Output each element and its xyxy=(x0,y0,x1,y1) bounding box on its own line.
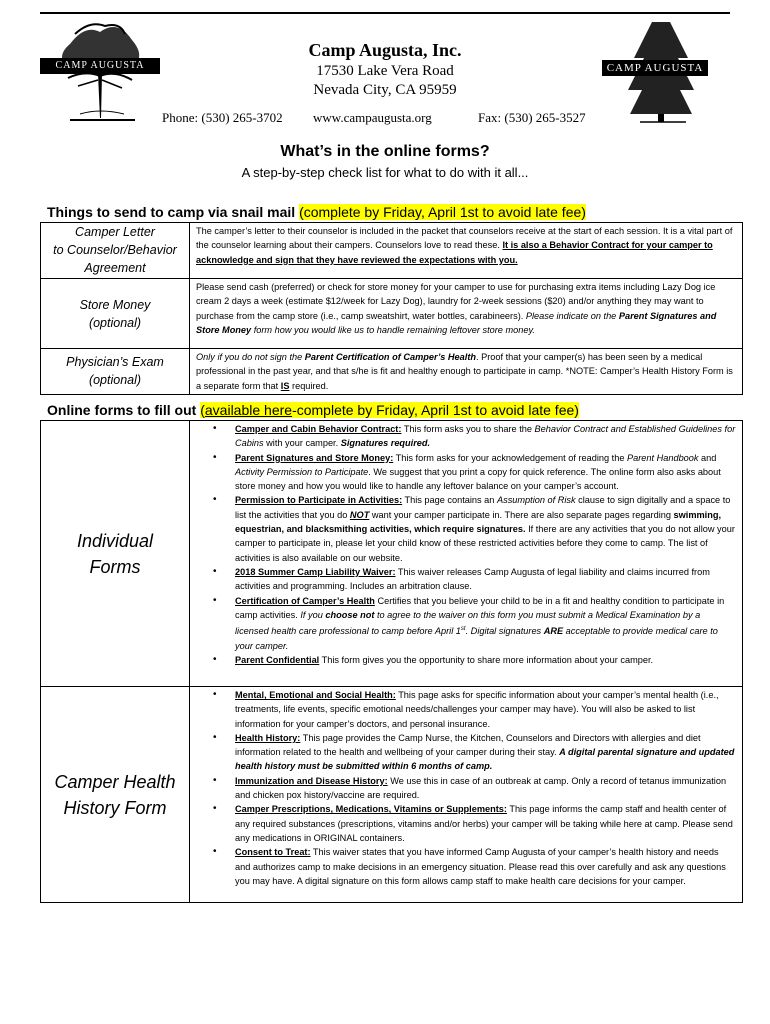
description-text: Please send cash (preferred) or check for store money for your camper to use for purchasing extra items including Lazy Dog ice cream 2 days a week (estimate $12/week for Lazy Dog), laundry for 2-week sessions ($20) and/or anything they may want to purchase from the camp store (i.e., camp sweatshirt, water bottles, carabineers). xyxy=(196,282,716,321)
item-italic: acceptable to provide medical care to your camper. xyxy=(235,626,718,651)
item-text: This waiver releases Camp Augusta of legal liability and claims incurred from activities and programming. Includes an arbitration clause. xyxy=(235,566,710,592)
description-text: . Proof that your camper(s) has been seen by a medical professional in the past year, and that s/he is fit and healthy enough to participate in camp. *NOTE: Camper’s Health History Form is a separate form that xyxy=(196,352,733,391)
list-item xyxy=(235,493,736,564)
row-description xyxy=(190,279,743,349)
item-text: This form asks you to share the xyxy=(401,424,535,434)
label-line: History Form xyxy=(63,797,167,818)
row-label xyxy=(41,279,190,349)
online-section-heading xyxy=(47,402,579,418)
description-text: required. xyxy=(289,380,329,391)
row-label xyxy=(41,421,190,687)
item-title: Consent to Treat: xyxy=(235,847,311,858)
item-bold-italic: A digital parental signature and updated health history must be submitted within 6 months of camp. xyxy=(235,747,735,772)
row-description xyxy=(190,223,743,279)
item-text: clause to sign digitally and a space to list the activities that you do xyxy=(235,495,731,520)
mail-heading-text: Things to send to camp via snail mail xyxy=(47,204,300,220)
item-title: Immunization and Disease History: xyxy=(235,775,388,786)
note-rest: -complete by Friday, April 1st to avoid late fee) xyxy=(292,402,579,418)
online-heading-text: Online forms to fill out xyxy=(47,402,201,418)
item-italic: . Digital signatures xyxy=(465,626,544,637)
label-line: Agreement xyxy=(84,261,146,275)
address-line-1: 17530 Lake Vera Road xyxy=(316,63,454,79)
item-italic: Parent Handbook xyxy=(626,452,699,463)
item-text: Certifies that you believe your child to be in a fit and healthy condition to participate in camp activities. xyxy=(235,595,725,620)
label-line: (optional) xyxy=(88,315,142,330)
address-line-2: Nevada City, CA 95959 xyxy=(313,82,457,98)
item-text: This page provides the Camp Nurse, the Kitchen, Counselors and Directors with allergies and diet information related to the health and wellbeing of your camper during their stay. xyxy=(235,732,701,758)
item-title: 2018 Summer Camp Liability Waiver: xyxy=(235,566,396,577)
item-text: This waiver states that you have informed Camp Augusta of your camper’s health history and needs and authorizes camp to make decisions in an emergency situation. Please read this over carefully and ask any questions you may have. A digital signature on this form allows camp staff to make health care decisions for your camper. xyxy=(235,847,726,886)
item-italic: If you xyxy=(300,609,326,620)
item-bold: swimming, equestrian, and blacksmithing activities, which require signatures. xyxy=(235,509,722,535)
item-text: This page asks for specific information about your camper’s mental health (i.e., treatments, life events, specific emotional needs/challenges your camper may have). You will also be asked to list information for your camper’s doctors, and personal insurance. xyxy=(235,690,719,729)
table-row xyxy=(41,279,743,349)
list-item xyxy=(235,594,736,653)
label-line: Physician’s Exam xyxy=(66,355,164,370)
item-title: Parent Signatures and Store Money: xyxy=(235,452,394,463)
list-item xyxy=(235,731,736,774)
item-bold-italic: choose not xyxy=(325,609,375,620)
camp-logo-right xyxy=(600,14,720,124)
list-item xyxy=(235,422,736,451)
table-row xyxy=(41,687,743,903)
label-line: (optional) xyxy=(88,373,142,388)
list-item xyxy=(235,845,736,888)
label-line: Store Money xyxy=(79,297,151,312)
table-row xyxy=(41,349,743,395)
item-title: Health History: xyxy=(235,732,301,743)
row-label xyxy=(41,349,190,395)
list-item xyxy=(235,688,736,731)
item-bold-italic: ARE xyxy=(543,626,564,637)
item-text: . We suggest that you print a copy for quick reference. The online form also asks about store money and how you would like to handle any leftover balance on your camper’s account. xyxy=(235,466,721,492)
list-item xyxy=(235,774,736,803)
table-row xyxy=(41,421,743,687)
row-description xyxy=(190,421,743,687)
website-link[interactable]: www.campaugusta.org xyxy=(313,110,432,125)
item-italic: Activity Permission to Participate xyxy=(235,466,369,477)
item-italic: Assumption of Risk xyxy=(496,495,576,506)
item-italic: to agree to the waiver on this form you must submit a Medical Examination by a licensed health care professional to camp before April 1 xyxy=(235,609,701,637)
list-item xyxy=(235,653,736,667)
logo-text: CAMP AUGUSTA xyxy=(602,60,708,76)
list-item xyxy=(235,451,736,494)
item-italic: Behavior Contract and Established Guidelines for Cabins xyxy=(235,424,736,449)
logo-text: CAMP AUGUSTA xyxy=(40,58,160,74)
paren: ( xyxy=(200,402,205,418)
item-title: Camper and Cabin Behavior Contract: xyxy=(235,424,402,434)
item-bold-italic: Signatures required. xyxy=(340,438,431,449)
list-item xyxy=(235,802,736,845)
item-text: This form gives you the opportunity to share more information about your camper. xyxy=(319,654,654,665)
item-title: Permission to Participate in Activities: xyxy=(235,495,403,506)
row-description xyxy=(190,349,743,395)
label-line: Camper Letter xyxy=(75,225,155,239)
label-line: to Counselor/Behavior xyxy=(53,243,177,257)
page-subtitle: A step-by-step check list for what to do with it all... xyxy=(241,165,529,180)
phone: Phone: (530) 265-3702 xyxy=(162,110,283,125)
camp-logo-left xyxy=(40,14,160,124)
page-title: What’s in the online forms? xyxy=(280,143,490,160)
organization-block xyxy=(170,38,600,100)
description-italic: Please indicate on the xyxy=(525,310,619,321)
available-here-link[interactable]: available here xyxy=(204,402,293,418)
description-italic: Only if you do not sign the xyxy=(196,352,305,362)
superscript: st xyxy=(460,626,466,633)
label-line: Individual xyxy=(76,530,154,551)
description-bold: It is also a Behavior Contract for your camper to acknowledge and sign that they have reviewed the expectations with you. xyxy=(196,240,713,265)
item-title: Camper Prescriptions, Medications, Vitamins or Supplements: xyxy=(235,804,507,815)
mail-section-heading xyxy=(47,204,586,220)
list-item xyxy=(235,565,736,594)
item-text: We use this in case of an outbreak at camp. Only a record of tetanus immunization and chicken pox history/vaccine are required. xyxy=(235,775,727,801)
table-row xyxy=(41,223,743,279)
description-bold-italic: Parent Certification of Camper’s Health xyxy=(304,352,476,362)
description-italic: form how you would like us to handle remaining leftover store money. xyxy=(251,324,535,335)
item-text: This form asks for your acknowledgement of reading the xyxy=(393,452,627,463)
description-text: The camper’s letter to their counselor is included in the packet that counselors receive at the start of each session. It is a vital part of the counselor learning about their campers. Counselors love to read these. xyxy=(196,226,733,251)
label-line: Forms xyxy=(89,556,141,577)
mail-items-table xyxy=(40,222,743,395)
item-text: This page contains an xyxy=(402,495,497,506)
online-forms-table xyxy=(40,420,743,903)
label-line: Camper Health xyxy=(54,771,176,792)
item-text: This page informs the camp staff and health center of any required substances (prescriptions, vitamins and/or herbs) your camper will be taking while here at camp. Please send any medications in ORIGINAL containers. xyxy=(235,804,733,843)
item-text: and xyxy=(698,452,717,463)
row-label xyxy=(41,223,190,279)
item-bold-italic: NOT xyxy=(349,509,370,520)
fax: Fax: (530) 265-3527 xyxy=(478,110,586,125)
row-description xyxy=(190,687,743,903)
item-text: with your camper. xyxy=(263,438,341,449)
row-label xyxy=(41,687,190,903)
item-text: want your camper participate in. There are also separate pages regarding xyxy=(369,509,674,520)
item-title: Certification of Camper’s Health xyxy=(235,595,375,606)
mail-deadline-note: (complete by Friday, April 1st to avoid late fee) xyxy=(299,204,586,220)
item-title: Parent Confidential xyxy=(235,654,320,665)
item-text: If there are any activities that you do not allow your camper to participate in, please let your child know of these restricted activities before they come to camp. The list of activities is also available on our website. xyxy=(235,524,735,563)
online-deadline-note xyxy=(200,402,579,418)
description-bold: IS xyxy=(280,380,290,391)
description-bold-italic: Parent Signatures and Store Money xyxy=(196,310,717,335)
item-title: Mental, Emotional and Social Health: xyxy=(235,690,396,700)
org-name: Camp Augusta, Inc. xyxy=(308,40,462,60)
